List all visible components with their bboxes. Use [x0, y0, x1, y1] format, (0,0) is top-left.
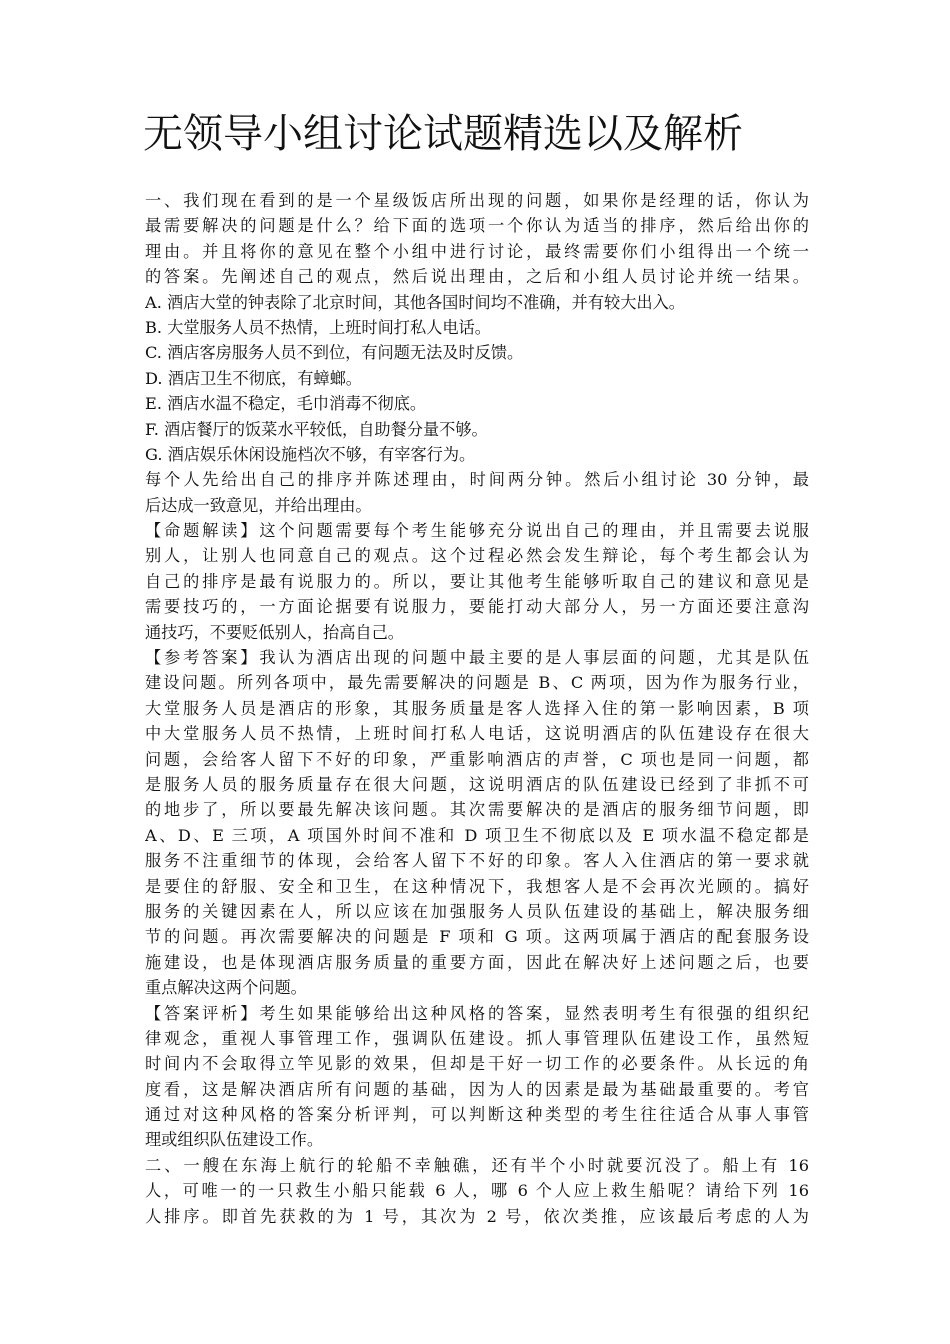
text-line: 最需要解决的问题是什么？给下面的选项一个你认为适当的排序，然后给出你的	[145, 216, 809, 236]
text-line: 理由。并且将你的意见在整个小组中进行讨论，最终需要你们小组得出一个统一	[145, 241, 809, 261]
text-line: E. 酒店水温不稳定，毛巾消毒不彻底。	[145, 394, 427, 414]
text-line: A. 酒店大堂的钟表除了北京时间，其他各国时间均不准确，并有较大出入。	[145, 292, 685, 312]
text-line: C. 酒店客房服务人员不到位，有问题无法及时反馈。	[145, 343, 524, 363]
text-line: 二、一艘在东海上航行的轮船不幸触礁，还有半个小时就要沉没了。船上有 16	[145, 1155, 809, 1175]
text-line: 的地步了，所以要最先解决该问题。其次需要解决的是酒店的服务细节问题，即	[145, 800, 809, 820]
text-line: G. 酒店娱乐休闲设施档次不够，有宰客行为。	[145, 444, 476, 464]
text-line: 人，可唯一的一只救生小船只能载 6 人，哪 6 个人应上救生船呢？请给下列 16	[145, 1181, 809, 1201]
text-line: 的答案。先阐述自己的观点，然后说出理由，之后和小组人员讨论并统一结果。	[145, 267, 809, 287]
text-line: 是要住的舒服、安全和卫生，在这种情况下，我想客人是不会再次光顾的。搞好	[145, 876, 809, 896]
text-line: 需要技巧的，一方面论据要有说服力，要能打动大部分人，另一方面还要注意沟	[145, 597, 809, 617]
text-line: 服务不注重细节的体现，会给客人留下不好的印象。客人入住酒店的第一要求就	[145, 851, 809, 871]
text-line: B. 大堂服务人员不热情，上班时间打私人电话。	[145, 317, 491, 337]
text-line: 节的问题。再次需要解决的问题是 F 项和 G 项。这两项属于酒店的配套服务设	[145, 927, 809, 947]
text-line: 通技巧，不要贬低别人，抬高自己。	[145, 622, 404, 642]
text-line: 【参考答案】我认为酒店出现的问题中最主要的是人事层面的问题，尤其是队伍	[145, 648, 809, 668]
text-line: 人排序。即首先获救的为 1 号，其次为 2 号，依次类推，应该最后考虑的人为	[145, 1206, 809, 1226]
text-line: 别人，让别人也同意自己的观点。这个过程必然会发生辩论，每个考生都会认为	[145, 546, 809, 566]
text-line: 理或组织队伍建设工作。	[145, 1130, 324, 1150]
text-line: 时间内不会取得立竿见影的效果，但却是干好一切工作的必要条件。从长远的角	[145, 1054, 809, 1074]
text-line: 后达成一致意见，并给出理由。	[145, 495, 372, 515]
text-line: 度看，这是解决酒店所有问题的基础，因为人的因素是最为基础最重要的。考官	[145, 1079, 809, 1099]
text-line: 【答案评析】考生如果能够给出这种风格的答案，显然表明考生有很强的组织纪	[145, 1003, 809, 1023]
text-line: D. 酒店卫生不彻底，有蟑螂。	[145, 368, 362, 388]
text-line: 一、我们现在看到的是一个星级饭店所出现的问题，如果你是经理的话，你认为	[145, 191, 809, 210]
document-body	[145, 188, 809, 1229]
page-title: 无领导小组讨论试题精选以及解析	[143, 111, 743, 157]
text-line: 问题，会给客人留下不好的印象，严重影响酒店的声誉，C 项也是同一问题，都	[145, 749, 809, 769]
text-line: 律观念，重视人事管理工作，强调队伍建设。抓人事管理队伍建设工作，虽然短	[145, 1028, 809, 1048]
text-line: 大堂服务人员是酒店的形象，其服务质量是客人选择入住的第一影响因素，B 项	[145, 698, 809, 718]
text-line: F. 酒店餐厅的饭菜水平较低，自助餐分量不够。	[145, 419, 488, 439]
text-line: A、D、E 三项，A 项国外时间不准和 D 项卫生不彻底以及 E 项水温不稳定都是	[145, 825, 809, 845]
text-line: 是服务人员的服务质量存在很大问题，这说明酒店的队伍建设已经到了非抓不可	[145, 774, 809, 794]
text-line: 【命题解读】这个问题需要每个考生能够充分说出自己的理由，并且需要去说服	[145, 521, 809, 541]
text-line: 施建设，也是体现酒店服务质量的重要方面，因此在解决好上述问题之后，也要	[145, 952, 809, 972]
text-line: 通过对这种风格的答案分析评判，可以判断这种类型的考生往往适合从事人事管	[145, 1105, 809, 1125]
text-line: 每个人先给出自己的排序并陈述理由，时间两分钟。然后小组讨论 30 分钟，最	[145, 470, 809, 490]
text-line: 服务的关键因素在人，所以应该在加强服务人员队伍建设的基础上，解决服务细	[145, 901, 809, 921]
text-line: 自己的排序是最有说服力的。所以，要让其他考生能够听取自己的建议和意见是	[145, 571, 809, 591]
text-line: 中大堂服务人员不热情，上班时间打私人电话，这说明酒店的队伍建设存在很大	[145, 724, 809, 744]
text-line: 建设问题。所列各项中，最先需要解决的问题是 B、C 两项，因为作为服务行业，	[145, 673, 809, 693]
text-line: 重点解决这两个问题。	[145, 978, 307, 998]
